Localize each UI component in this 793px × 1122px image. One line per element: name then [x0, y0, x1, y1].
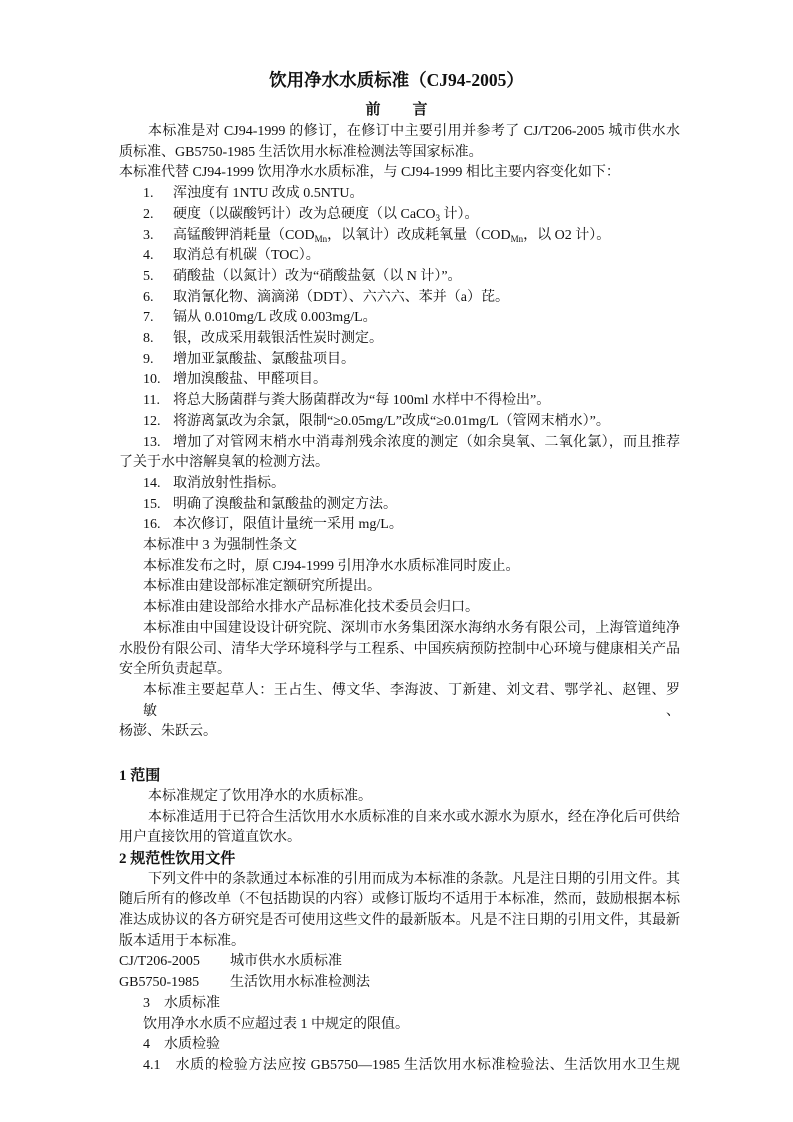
section-2-text: 版本适用于本标准。 — [119, 933, 245, 949]
item-text: 增加溴酸盐、甲醛项目。 — [173, 372, 327, 388]
change-item — [119, 246, 680, 267]
item-text: 硝酸盐（以氮计）改为“硝酸盐氨（以 N 计）”。 — [173, 268, 462, 284]
text-part: 计）。 — [440, 206, 479, 222]
item-number: 15. — [143, 496, 161, 512]
change-item — [119, 391, 680, 412]
item-number: 10. — [143, 372, 161, 388]
item-text: 取消总有机碳（TOC）。 — [173, 248, 320, 264]
intro-line: 本标准是对 CJ94-1999 的修订，在修订中主要引用并参考了 CJ/T206-2005 城市供水水 — [148, 124, 680, 139]
item-text: 明确了溴酸盐和氯酸盐的测定方法。 — [173, 496, 397, 512]
item-continuation: 了关于水中溶解臭氧的检测方法。 — [119, 455, 329, 471]
section-3-heading: 3 水质标准 — [143, 995, 220, 1011]
item-number: 2. — [143, 206, 154, 222]
item-text: 取消放射性指标。 — [173, 475, 285, 491]
change-item — [119, 370, 680, 391]
item-number: 8. — [143, 331, 154, 347]
intro-line: 质标准、GB5750-1985 生活饮用水标准检测法等国家标准。 — [119, 144, 483, 160]
change-item — [119, 226, 680, 247]
intro-replace: 本标准代替 CJ94-1999 饮用净水水质标准，与 CJ94-1999 相比主要内容变化如下： — [119, 165, 620, 181]
document-title: 饮用净水水质标准（CJ94-2005） — [269, 70, 524, 90]
change-item — [119, 350, 680, 371]
item-text: 本次修订，限值计量统一采用 mg/L。 — [173, 517, 403, 533]
section-1-text: 用户直接饮用的管道直饮水。 — [119, 830, 301, 846]
note-drafting-orgs: 本标准由中国建设设计研究院、深圳市水务集团深水海纳水务有限公司，上海管道纯净 — [143, 620, 680, 636]
item-number: 9. — [143, 351, 154, 367]
item-text — [173, 205, 680, 226]
change-item — [119, 474, 680, 495]
item-text: 将游离氯改为余氯，限制“≥0.05mg/L”改成“≥0.01mg/L（管网末梢水）”。 — [173, 413, 610, 429]
item-number: 5. — [143, 268, 154, 284]
subscript: 3 — [435, 212, 440, 223]
item-number: 14. — [143, 475, 161, 491]
reference-entry — [119, 973, 680, 994]
item-text: 浑浊度有 1NTU 改成 0.5NTU。 — [173, 186, 364, 202]
item-text: 将总大肠菌群与粪大肠菌群改为“每 100ml 水样中不得检出”。 — [173, 393, 551, 409]
reference-name: 城市供水水质标准 — [230, 954, 342, 970]
change-item — [119, 288, 680, 309]
change-item — [119, 267, 680, 288]
item-number: 4. — [143, 248, 154, 264]
subscript: Mn — [314, 233, 328, 244]
section-2-heading: 2 规范性饮用文件 — [119, 850, 236, 867]
item-number: 7. — [143, 310, 154, 326]
item-number: 16. — [143, 517, 161, 533]
item-number: 12. — [143, 413, 161, 429]
note-proposer: 本标准由建设部标准定额研究所提出。 — [143, 579, 381, 595]
document-body — [119, 122, 680, 1077]
item-number: 3. — [143, 227, 154, 243]
section-4-heading: 4 水质检验 — [143, 1037, 220, 1053]
preface-body — [119, 122, 680, 743]
change-item — [119, 412, 680, 433]
section-1-text: 本标准适用于已符合生活饮用水水质标准的自来水或水源水为原水，经在净化后可供给 — [148, 809, 680, 825]
item-text: 增加亚氯酸盐、氯酸盐项目。 — [173, 351, 355, 367]
change-item — [119, 433, 680, 454]
text-part: 硬度（以碳酸钙计）改为总硬度（以 CaCO — [173, 206, 436, 222]
preface-char: 言 — [412, 102, 428, 118]
item-text: 银，改成采用载银活性炭时测定。 — [173, 331, 383, 347]
note-drafting-orgs: 安全所负责起草。 — [119, 662, 231, 678]
item-text — [173, 226, 680, 247]
reference-code: GB5750-1985 — [119, 975, 200, 991]
section-4-1-text: 4.1 水质的检验方法应按 GB5750—1985 生活饮用水标准检验法、生活饮用水卫生规 — [143, 1057, 680, 1073]
change-item — [119, 515, 680, 536]
section-2-text: 准达成协议的各方研究是否可使用这些文件的最新版本。凡是不注日期的引用文件，其最新 — [119, 913, 680, 929]
item-number: 11. — [143, 393, 160, 409]
section-2-text: 随后所有的修改单（不包括勘误的内容）或修订版均不适用于本标准，然而，鼓励根据本标 — [119, 892, 680, 908]
change-item — [119, 329, 680, 350]
item-number: 13. — [143, 434, 161, 450]
note-mandatory: 本标准中 3 为强制性条文 — [143, 538, 297, 554]
note-drafting-orgs: 水股份有限公司、清华大学环境科学与工程系、中国疾病预防控制中心环境与健康相关产品 — [119, 641, 680, 657]
reference-code: CJ/T206-2005 — [119, 954, 200, 970]
item-text: 取消氰化物、滴滴涕（DDT）、六六六、苯并（a）芘。 — [173, 289, 509, 305]
reference-name: 生活饮用水标准检测法 — [230, 975, 370, 991]
note-drafters: 本标准主要起草人：王占生、傅文华、李海波、丁新建、刘文君、鄂学礼、赵锂、罗敏、 — [143, 682, 680, 719]
item-number: 6. — [143, 289, 154, 305]
preface-char: 前 — [365, 102, 381, 118]
section-2-text: 下列文件中的条款通过本标准的引用而成为本标准的条款。凡是注日期的引用文件。其 — [148, 871, 680, 887]
section-1-text: 本标准规定了饮用净水的水质标准。 — [148, 788, 372, 804]
section-spacer — [119, 743, 680, 766]
section-1-heading: 1 范围 — [119, 768, 161, 785]
change-item — [119, 495, 680, 516]
main-body — [119, 766, 680, 1077]
text-part: ，以氧计）改成耗氧量（COD — [327, 227, 511, 243]
text-part: ，以 O2 计）。 — [523, 227, 611, 243]
note-abolish: 本标准发布之时，原 CJ94-1999 引用净水水质标准同时废止。 — [143, 558, 520, 574]
change-item — [119, 308, 680, 329]
item-text: 增加了对管网末梢水中消毒剂残余浓度的测定（如余臭氧、二氧化氯），而且推荐 — [173, 434, 680, 450]
text-part: 高锰酸钾消耗量（COD — [173, 227, 315, 243]
change-item — [119, 184, 680, 205]
item-number: 1. — [143, 186, 154, 202]
reference-entry — [119, 952, 680, 973]
item-text: 镉从 0.010mg/L 改成 0.003mg/L。 — [173, 310, 377, 326]
preface-heading — [0, 98, 793, 122]
note-committee: 本标准由建设部给水排水产品标准化技术委员会归口。 — [143, 600, 479, 616]
subscript: Mn — [510, 233, 524, 244]
note-drafters: 杨澎、朱跃云。 — [119, 724, 217, 740]
section-3-text: 饮用净水水质不应超过表 1 中规定的限值。 — [143, 1016, 409, 1032]
change-item — [119, 205, 680, 226]
